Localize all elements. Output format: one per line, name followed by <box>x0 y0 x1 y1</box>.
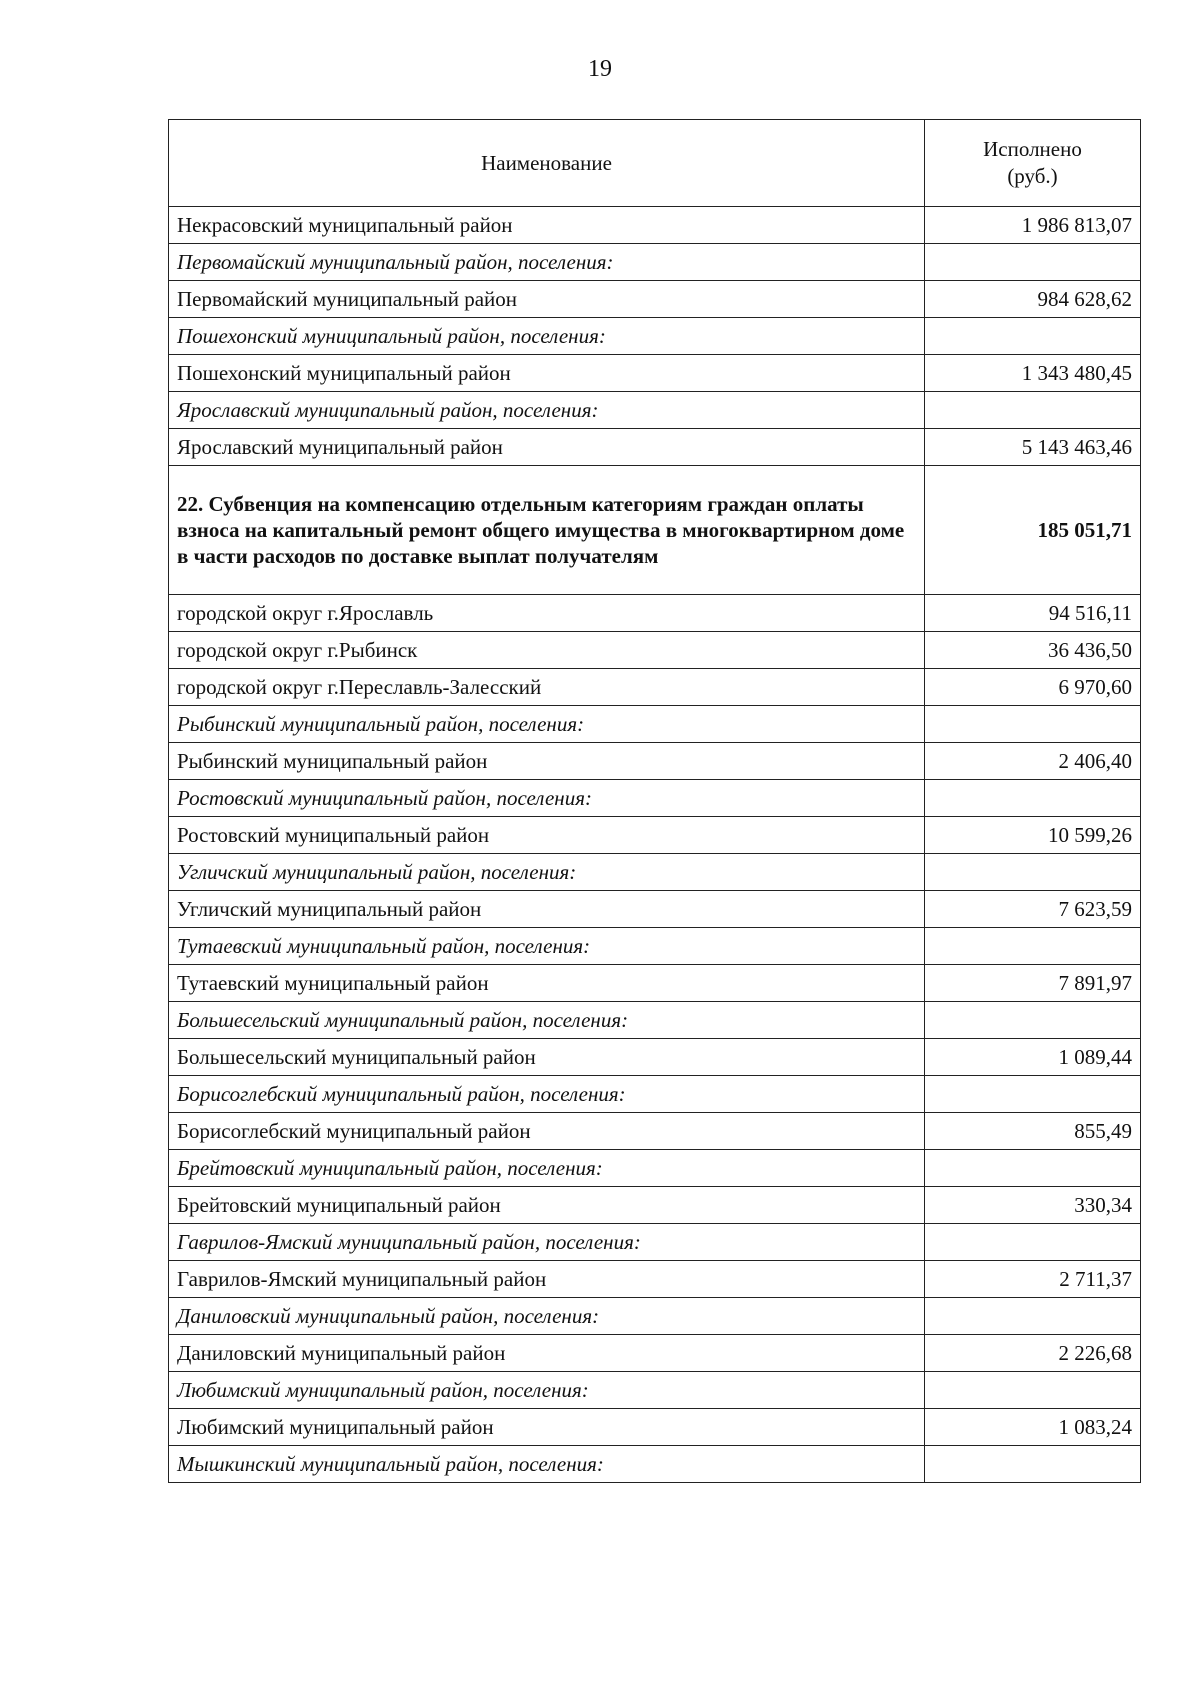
row-name: городской округ г.Переславль-Залесский <box>169 669 925 706</box>
row-name: Брейтовский муниципальный район <box>169 1187 925 1224</box>
group-header-row <box>169 244 1141 281</box>
row-name: Рыбинский муниципальный район, поселения: <box>169 706 925 743</box>
row-amount: 5 143 463,46 <box>925 429 1141 466</box>
row-amount: 984 628,62 <box>925 281 1141 318</box>
row-amount <box>925 1372 1141 1409</box>
row-amount <box>925 1224 1141 1261</box>
row-amount <box>925 318 1141 355</box>
table-row <box>169 595 1141 632</box>
page-number: 19 <box>588 56 612 82</box>
group-header-row <box>169 1298 1141 1335</box>
row-amount: 2 711,37 <box>925 1261 1141 1298</box>
row-name: Ярославский муниципальный район <box>169 429 925 466</box>
row-name: Пошехонский муниципальный район <box>169 355 925 392</box>
table-row <box>169 1335 1141 1372</box>
row-amount: 330,34 <box>925 1187 1141 1224</box>
column-header-name: Наименование <box>169 120 925 207</box>
group-header-row <box>169 318 1141 355</box>
row-name: Любимский муниципальный район, поселения: <box>169 1372 925 1409</box>
row-amount <box>925 1298 1141 1335</box>
table-row <box>169 1187 1141 1224</box>
row-name: Угличский муниципальный район <box>169 891 925 928</box>
table-row <box>169 965 1141 1002</box>
row-name: Любимский муниципальный район <box>169 1409 925 1446</box>
table-row <box>169 743 1141 780</box>
group-header-row <box>169 854 1141 891</box>
group-header-row <box>169 1076 1141 1113</box>
row-name: Даниловский муниципальный район, поселения: <box>169 1298 925 1335</box>
section-row <box>169 466 1141 595</box>
row-amount: 855,49 <box>925 1113 1141 1150</box>
row-amount <box>925 854 1141 891</box>
table-row <box>169 281 1141 318</box>
table-row <box>169 1409 1141 1446</box>
row-amount <box>925 1076 1141 1113</box>
row-name: Ростовский муниципальный район, поселения: <box>169 780 925 817</box>
row-amount: 10 599,26 <box>925 817 1141 854</box>
group-header-row <box>169 1446 1141 1483</box>
table-row <box>169 1261 1141 1298</box>
row-name: Борисоглебский муниципальный район, поселения: <box>169 1076 925 1113</box>
row-amount: 185 051,71 <box>925 466 1141 595</box>
row-amount <box>925 780 1141 817</box>
row-name: Некрасовский муниципальный район <box>169 207 925 244</box>
row-amount: 2 406,40 <box>925 743 1141 780</box>
table-row <box>169 429 1141 466</box>
row-name: 22. Субвенция на компенсацию отдельным категориям граждан оплаты взноса на капитальный ремонт общего имущества в многоквартирном доме в части расходов по доставке выплат получателям <box>169 466 925 595</box>
table-row <box>169 1039 1141 1076</box>
row-amount: 6 970,60 <box>925 669 1141 706</box>
row-name: Пошехонский муниципальный район, поселения: <box>169 318 925 355</box>
row-amount <box>925 244 1141 281</box>
row-name: Ростовский муниципальный район <box>169 817 925 854</box>
row-amount <box>925 1446 1141 1483</box>
row-name: Первомайский муниципальный район <box>169 281 925 318</box>
table-row <box>169 207 1141 244</box>
table-row <box>169 1113 1141 1150</box>
row-name: Гаврилов-Ямский муниципальный район, поселения: <box>169 1224 925 1261</box>
row-amount <box>925 1150 1141 1187</box>
row-amount: 1 343 480,45 <box>925 355 1141 392</box>
group-header-row <box>169 780 1141 817</box>
row-name: Большесельский муниципальный район, поселения: <box>169 1002 925 1039</box>
table-row <box>169 632 1141 669</box>
row-name: Брейтовский муниципальный район, поселения: <box>169 1150 925 1187</box>
group-header-row <box>169 392 1141 429</box>
row-name: Даниловский муниципальный район <box>169 1335 925 1372</box>
row-name: Мышкинский муниципальный район, поселения: <box>169 1446 925 1483</box>
row-amount: 1 083,24 <box>925 1409 1141 1446</box>
table-row <box>169 891 1141 928</box>
group-header-row <box>169 1224 1141 1261</box>
row-name: Тутаевский муниципальный район, поселения: <box>169 928 925 965</box>
row-name: Тутаевский муниципальный район <box>169 965 925 1002</box>
row-name: городской округ г.Ярославль <box>169 595 925 632</box>
row-amount: 1 986 813,07 <box>925 207 1141 244</box>
table-header-row <box>169 120 1141 207</box>
row-name: Борисоглебский муниципальный район <box>169 1113 925 1150</box>
row-amount <box>925 928 1141 965</box>
row-amount: 7 891,97 <box>925 965 1141 1002</box>
column-header-amount-line2: (руб.) <box>1007 164 1058 188</box>
row-name: Ярославский муниципальный район, поселения: <box>169 392 925 429</box>
row-amount: 94 516,11 <box>925 595 1141 632</box>
row-name: Рыбинский муниципальный район <box>169 743 925 780</box>
group-header-row <box>169 1002 1141 1039</box>
column-header-amount <box>925 120 1141 207</box>
table-row <box>169 817 1141 854</box>
table-row <box>169 669 1141 706</box>
column-header-amount-line1: Исполнено <box>983 137 1082 161</box>
group-header-row <box>169 928 1141 965</box>
row-name: Большесельский муниципальный район <box>169 1039 925 1076</box>
row-name: Первомайский муниципальный район, поселения: <box>169 244 925 281</box>
table-body <box>169 207 1141 1483</box>
group-header-row <box>169 1372 1141 1409</box>
row-name: Угличский муниципальный район, поселения: <box>169 854 925 891</box>
group-header-row <box>169 1150 1141 1187</box>
row-name: городской округ г.Рыбинск <box>169 632 925 669</box>
row-amount: 1 089,44 <box>925 1039 1141 1076</box>
row-amount <box>925 1002 1141 1039</box>
row-amount <box>925 392 1141 429</box>
table-row <box>169 355 1141 392</box>
budget-table <box>168 119 1141 1483</box>
row-amount <box>925 706 1141 743</box>
group-header-row <box>169 706 1141 743</box>
row-name: Гаврилов-Ямский муниципальный район <box>169 1261 925 1298</box>
row-amount: 2 226,68 <box>925 1335 1141 1372</box>
row-amount: 7 623,59 <box>925 891 1141 928</box>
row-amount: 36 436,50 <box>925 632 1141 669</box>
